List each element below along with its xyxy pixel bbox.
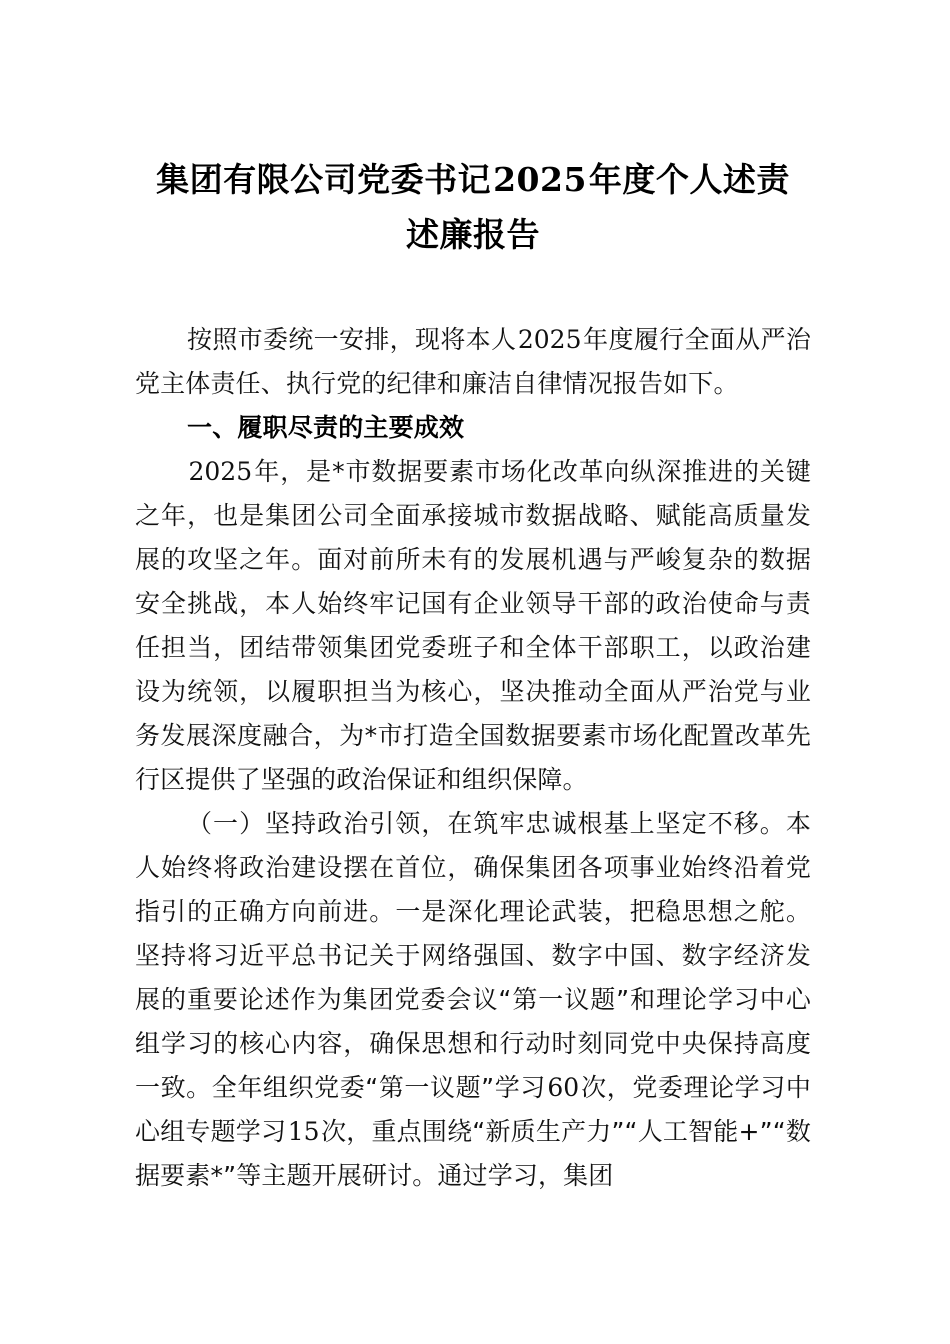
- inline-number: 2025: [188, 457, 253, 486]
- intro-paragraph: 按照市委统一安排，现将本人2025年度履行全面从严治党主体责任、执行党的纪律和廉洁自律情况报告如下。: [135, 325, 811, 398]
- title-line-2: 述廉报告: [406, 215, 540, 254]
- document-body: [135, 0, 811, 1198]
- inline-number: 15: [287, 1117, 320, 1146]
- paragraph-1: 2025年，是*市数据要素市场化改革向纵深推进的关键之年，也是集团公司全面承接城市数据战略、赋能高质量发展的攻坚之年。面对前所未有的发展机遇与严峻复杂的数据安全挑战，本人始终牢记国有企业领导干部的政治使命与责任担当，团结带领集团党委班子和全体干部职工，以政治建设为统领，以履职担当为核心，坚决推动全面从严治党与业务发展深度融合，为*市打造全国数据要素市场化配置改革先行区提供了坚强的政治保证和组织保障。: [135, 457, 811, 794]
- page-title: [135, 0, 811, 262]
- paragraph-2: （一）坚持政治引领，在筑牢忠诚根基上坚定不移。本人始终将政治建设摆在首位，确保集团各项事业始终沿着党指引的正确方向前进。一是深化理论武装，把稳思想之舵。坚持将习近平总书记关于网络强国、数字中国、数字经济发展的重要论述作为集团党委会议“第一议题”和理论学习中心组学习的核心内容，确保思想和行动时刻同党中央保持高度一致。全年组织党委“第一议题”学习60次，党委理论学习中心组专题学习15次，重点围绕“新质生产力”“人工智能+”“数据要素*”等主题开展研讨。通过学习，集团: [135, 809, 811, 1190]
- title-year: 2025: [493, 160, 587, 199]
- section-heading-1: 一、履职尽责的主要成效: [187, 414, 465, 442]
- inline-number: 60: [547, 1073, 580, 1102]
- title-line-1: 集团有限公司党委书记2025年度个人述责: [156, 160, 790, 199]
- inline-number: 2025: [517, 325, 582, 354]
